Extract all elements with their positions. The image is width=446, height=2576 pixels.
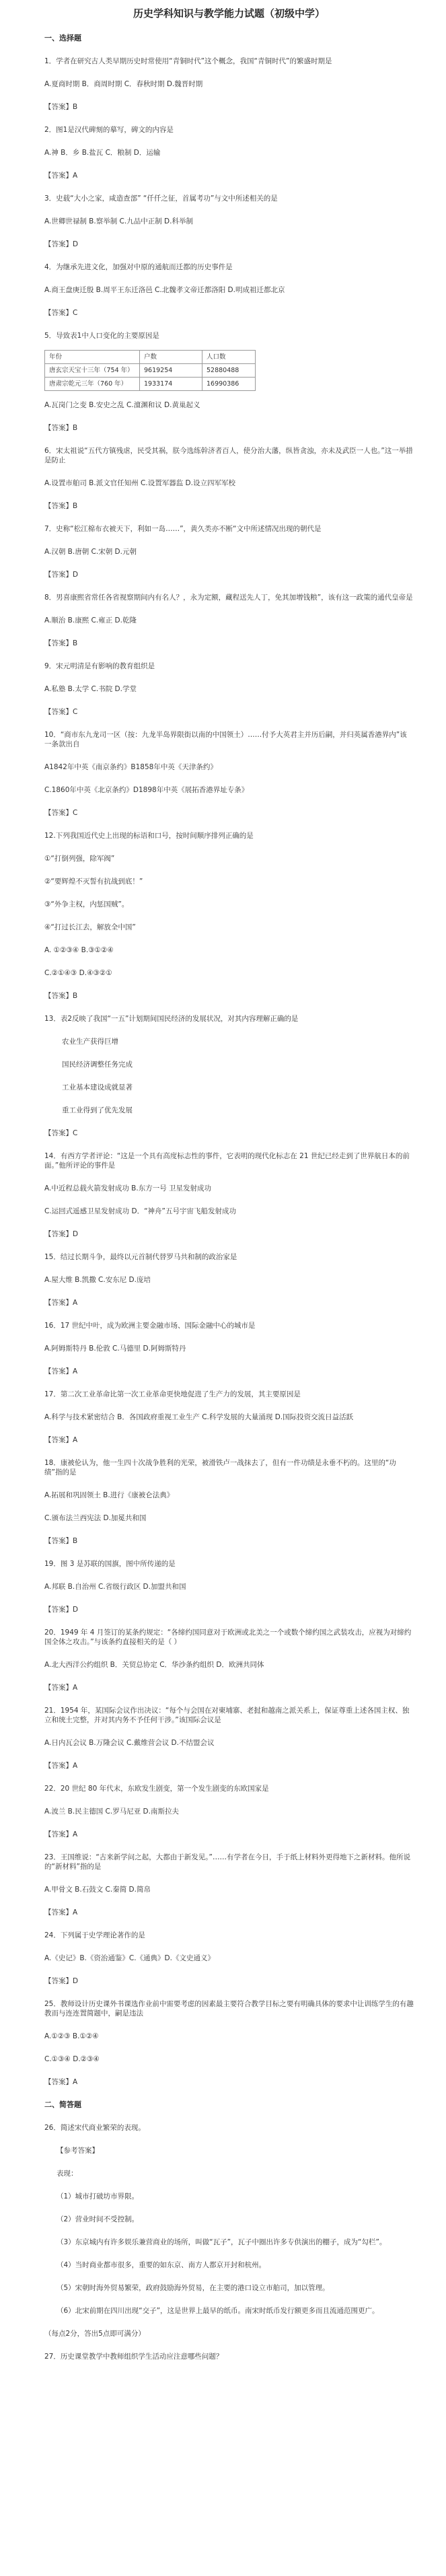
table-row (45, 378, 256, 391)
question-19: 19．图 3 是苏联的国旗，图中所传递的是 (44, 1560, 176, 1568)
answer-q5: 【答案】B (44, 424, 78, 432)
slogan-2: ②“要辉煌不灭誓有抗战到底！” (44, 878, 143, 886)
question-25: 25．教师设计历史课外书课选作业前中需要考虑的因素最主要符合教学目标之要有明确具体的要求中让训练学生的有趣教而与连连置简题中，嗣是违法 (44, 2000, 414, 2017)
options-q6: A.设置市舶司 B.派文官任知州 C.设置军器监 D.设立四军军校 (44, 479, 235, 487)
slogan-1: ①“打倒列强，除军阀” (44, 855, 115, 863)
options-q15: A.屋大维 B.凯撒 C.安东尼 D.庞培 (44, 1276, 151, 1284)
question-8: 8．男喜康熙省常任各省视察期间内有名人？，永为定额，藏程送先人丁，免其加增钱粮”，该有这一政策的通代皇帝是 (44, 594, 413, 602)
answer-q22: 【答案】A (44, 1830, 78, 1838)
statement-4: 重工业得到了优先发展 (62, 1106, 133, 1114)
answer-q20: 【答案】A (44, 1684, 78, 1692)
statement-1: 农业生产获得巨增 (62, 1038, 118, 1046)
question-14: 14．有西方学者评论：“这是一个具有高度标志性的事件，它表明的现代化标志在 21 世纪已经走到了世界航日本的前面。”他所评论的事件是 (44, 1152, 410, 1170)
answer-point-6: （6）北宋前期在四川出现“交子”，这是世界上最早的纸币。南宋时纸币发行额更多而且流通范围更广。 (57, 2307, 379, 2315)
answer-q13: 【答案】C (44, 1129, 78, 1137)
options-q9: A.私塾 B.太学 C.书院 D.学堂 (44, 685, 137, 693)
question-4: 4．为继承先进文化，加强对中原的通航而迁都的历史事件是 (44, 263, 233, 271)
question-5: 5．导致表1中人口变化的主要原因是 (44, 332, 159, 340)
options-q18-ab: A.拓展和巩固领土 B.进行《康被仑法典》 (44, 1491, 174, 1499)
question-6: 6．宋太祖说“五代方镇残虐，民受其祸，朕今选练幹济者百人，使分治大藩，纵皆贪浊，亦未及武臣一人也。”这一举措是防止 (44, 447, 413, 464)
question-3: 3．史载“大小之家，咸造查部” “仟仟之征，首属考功”与文中所述相关的是 (44, 194, 278, 203)
answer-intro: 表现： (57, 2170, 78, 2178)
statement-2: 国民经济调整任务完成 (62, 1061, 133, 1069)
answer-q16: 【答案】A (44, 1367, 78, 1375)
answer-q25: 【答案】A (44, 2078, 78, 2086)
answer-q14: 【答案】D (44, 1230, 79, 1238)
slogan-4: ④“打过长江去，解放全中国” (44, 923, 136, 931)
answer-q3: 【答案】D (44, 240, 79, 248)
options-q22: A.波兰 B.民主德国 C.罗马尼亚 D.南斯拉夫 (44, 1808, 179, 1816)
answer-point-1: （1）城市打破坊市界限。 (57, 2192, 139, 2201)
options-q1: A.夏商时期 B．商周时期 C．春秋时期 D.魏晋时期 (44, 80, 203, 88)
answer-q8: 【答案】B (44, 639, 78, 647)
answer-point-5: （5）宋朝时海外贸易繁荣，政府鼓励海外贸易，在主要的港口设立市舶司，加以管理。 (57, 2284, 330, 2292)
question-26: 26．简述宋代商业繁荣的表现。 (44, 2124, 145, 2132)
answer-q7: 【答案】D (44, 571, 79, 579)
question-22: 22．20 世纪 80 年代末，东欧发生剧变，第一个发生剧变的东欧国家是 (44, 1785, 269, 1793)
question-23: 23．王国维说：“古来新学问之起，大都由于新发见。”……有学者在今日，手于纸上材料外更得地下之新材料。他所说的“新材料”指的是 (44, 1853, 410, 1871)
answer-q24: 【答案】D (44, 1977, 79, 1985)
table-cell: 唐玄宗天宝十三年（754 年） (45, 364, 140, 378)
options-q10-cd: C.1860年中英《北京条约》D1898年中英《展拓香港界址专条》 (44, 786, 249, 794)
options-q5: A.瓦岗门之变 B.安史之乱 C.澶渊和议 D.黄巢起义 (44, 401, 200, 409)
question-12: 12.下列我国近代史上出现的标语和口号，按时间顺序排列正确的是 (44, 832, 254, 840)
question-7: 7．史称“松江棉布衣被天下，利如一岛……”，黄久类亦不断“文中所述情况出现的朝代是 (44, 525, 322, 533)
question-13: 13．表2反映了我国“一五”计划期间国民经济的发展状况，对其内容理解正确的是 (44, 1015, 299, 1023)
answer-q19: 【答案】D (44, 1606, 79, 1614)
answer-q12: 【答案】B (44, 992, 78, 1000)
options-q7: A.汉朝 B.唐朝 C.宋朝 D.元朝 (44, 548, 137, 556)
answer-q17: 【答案】A (44, 1436, 78, 1444)
options-q18-cd: C.颁布法兰西宪法 D.加冕共和国 (44, 1514, 147, 1522)
options-q19: A.邦联 B.自治州 C.省级行政区 D.加盟共和国 (44, 1583, 186, 1591)
options-q24: A.《史记》B.《资治通鉴》C.《通典》D.《文史通义》 (44, 1954, 215, 1962)
options-q14-ab: A.中近程总载火箭发射成功 B.东方一号 卫星发射成功 (44, 1184, 212, 1192)
answer-q15: 【答案】A (44, 1299, 78, 1307)
table-header-row (45, 351, 256, 364)
answer-point-4: （4）当时商业都市很多，重要的如东京、南方人都京开封和杭州。 (57, 2261, 266, 2269)
answer-q2: 【答案】A (44, 172, 78, 180)
statement-3: 工业基本建设成就显著 (62, 1083, 133, 1092)
answer-q21: 【答案】A (44, 1762, 78, 1770)
options-q14-cd: C.运回式遥感卫星发射成功 D．“神舟”五号宇宙飞船发射成功 (44, 1207, 236, 1215)
table-cell: 9619254 (140, 364, 202, 378)
table-cell: 户数 (140, 351, 202, 364)
table-cell: 16990386 (202, 378, 256, 391)
question-24: 24．下列属于史学理论著作的是 (44, 1931, 145, 1939)
options-q16: A.阿姆斯特丹 B.伦敦 C.马德里 D.阿姆斯特丹 (44, 1345, 186, 1353)
table-row (45, 364, 256, 378)
answer-point-2: （2）营业时间不受控制。 (57, 2215, 139, 2223)
question-17: 17．第二次工业革命比第一次工业革命更快地促进了生产力的发展，其主要原因是 (44, 1390, 301, 1398)
table-cell: 52880488 (202, 364, 256, 378)
question-1: 1．学者在研究古人类早期历史时常使用“青铜时代”这个概念，我国“青铜时代”的繁盛时期是 (44, 57, 332, 65)
table-cell: 年份 (45, 351, 140, 364)
section-heading-choice: 一、选择题 (44, 34, 81, 42)
answer-q9: 【答案】C (44, 708, 78, 716)
question-21: 21．1954 年，某国际会议作出决议：“每个与会国在对柬埔寨、老挝和越南之派关系上，保证尊重上述各国主权、独立和统土完整，并对其内务不予任何干涉。”该国际会议是 (44, 1707, 410, 1724)
options-q2: A.神 B．乡 B.盐瓦 C．粮制 D．运输 (44, 149, 161, 157)
answer-q18: 【答案】B (44, 1537, 78, 1545)
population-table (44, 350, 256, 391)
question-18: 18．康被伦认为，他一生四十次战争胜利的光荣，被滑铁卢一战抹去了，但有一件功绩是永垂不朽的。这里的“功绩”指的是 (44, 1459, 396, 1476)
table-cell: 唐肃宗乾元三年（760 年） (45, 378, 140, 391)
answer-q10: 【答案】C (44, 809, 78, 817)
answer-q6: 【答案】B (44, 502, 78, 510)
answer-q23: 【答案】A (44, 1908, 78, 1917)
options-q3: A.世卿世禄制 B.察举制 C.九品中正制 D.科举制 (44, 217, 193, 225)
options-q12-ab: A. ①②③④ B.③①②④ (44, 946, 114, 954)
question-2: 2．图1是汉代碑刻的摹写，碑文的内容是 (44, 126, 174, 134)
question-9: 9．宋元明清是有影响的教育组织是 (44, 662, 155, 670)
slogan-3: ③“外争主权，内惩国贼”。 (44, 900, 129, 908)
options-q4: A.商王盘庚迁殷 B.周平王东迁洛邑 C.北魏孝文帝迁都洛阳 D.明成祖迁都北京 (44, 286, 285, 294)
options-q23: A.甲骨文 B.石鼓文 C.秦简 D.简帛 (44, 1886, 151, 1894)
options-q25-cd: C.①③④ D.②③④ (44, 2055, 100, 2063)
question-15: 15．结过长期斗争，最终以元首制代替罗马共和制的政治家是 (44, 1253, 237, 1261)
options-q8: A.顺治 B.康熙 C.雍正 D.乾隆 (44, 616, 137, 624)
question-20: 20．1949 年 4 月签订的某条约规定：“各缔约国同意对于欧洲或北美之一个或数个缔约国之武装攻击，应视为对缔约国全体之攻击。”与该条约直接相关的是（ ） (44, 1629, 412, 1646)
options-q20: A.北大西洋公约组织 B．关贸总协定 C．华沙条约组织 D．欧洲共同体 (44, 1661, 264, 1669)
options-q12-cd: C.②①④③ D.④③②① (44, 969, 112, 977)
options-q10-ab: A1842年中英《南京条约》B1858年中英《天津条约》 (44, 763, 217, 771)
options-q21: A.日内瓦会议 B.万隆会议 C.戴维营会议 D.不结盟会议 (44, 1739, 215, 1747)
reference-answer-label: 【参考答案】 (57, 2147, 99, 2155)
scoring-note: （每点2分，答出5点即可满分） (44, 2330, 145, 2338)
options-q17: A.科学与技术紧密结合 B．各国政府重视工业生产 C.科学发展的大量涌现 D.国际投资交流日益活跃 (44, 1413, 354, 1421)
table-cell: 1933174 (140, 378, 202, 391)
table-cell: 人口数 (202, 351, 256, 364)
question-10: 10．“商市东九龙司一区（按：九龙半岛界限街以南的中国领土）……付予大英君主并历后嗣，并归英属香港界内”该一条款出自 (44, 731, 407, 748)
section-heading-short-answer: 二、简答题 (44, 2100, 81, 2109)
question-16: 16．17 世纪中叶，成为欧洲主要金融市场、国际金融中心的城市是 (44, 1322, 256, 1330)
options-q25-ab: A.①②③ B.①②④ (44, 2032, 99, 2040)
document-title: 历史学科知识与教学能力试题（初级中学） (133, 7, 325, 20)
question-27: 27．历史课堂教学中教师组织学生活动应注意哪些问题？ (44, 2353, 223, 2361)
answer-point-3: （3）东京城内有许多娱乐兼营商业的场所，叫做“瓦子”，瓦子中圈出许多专供演出的棚子，成为“勾栏”。 (57, 2238, 387, 2246)
answer-q4: 【答案】C (44, 309, 78, 317)
answer-q1: 【答案】B (44, 103, 78, 111)
